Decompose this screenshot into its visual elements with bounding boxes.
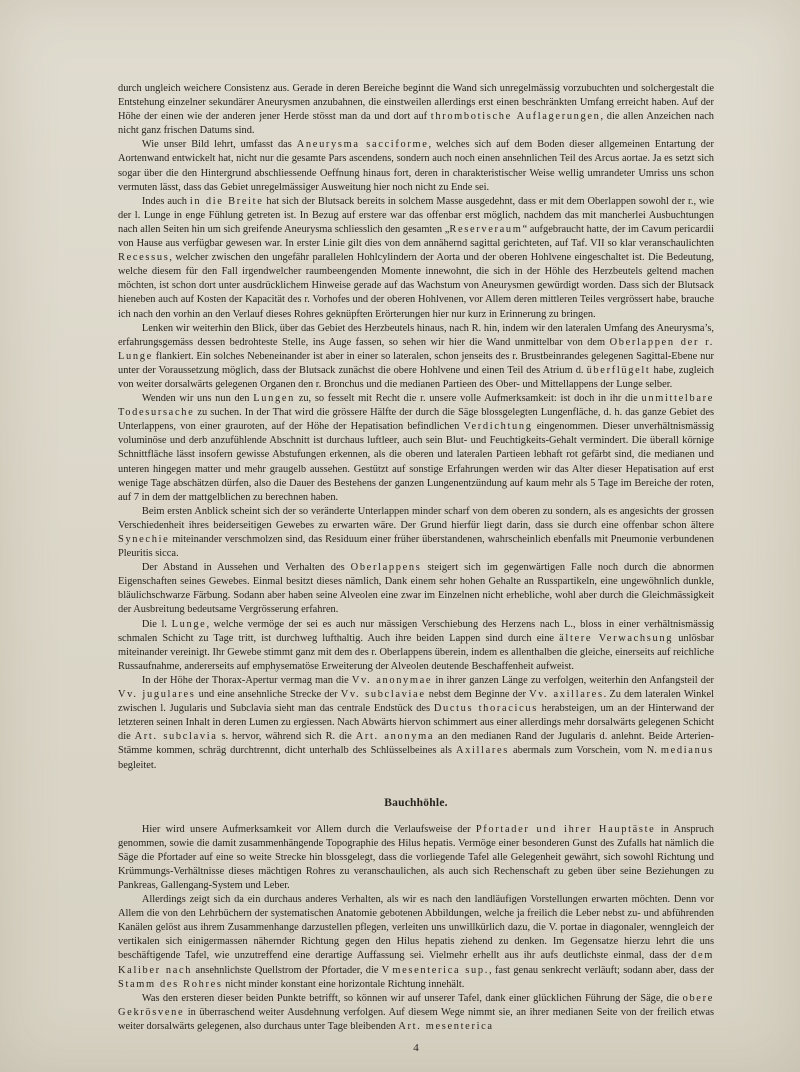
text-run: hat sich der Blutsack bereits in solchem Masse ausgedehnt, dass er mit dem Oberlappen sowohl der r., wie der l. Lunge in enge Fühlung getreten ist. In Bezug auf erstere war das offenbar erst möglich, nachdem das mit mancherlei Ausbuchtungen nach allen Seiten hin um sich greifende Aneurysma schliesslich den gesamten „ bbox=[118, 195, 714, 235]
text-run: begleitet. bbox=[118, 759, 157, 771]
section-thorax-text bbox=[118, 82, 714, 773]
page-number: 4 bbox=[413, 1042, 419, 1054]
spaced-emphasis: Stamm des Rohres bbox=[118, 978, 223, 990]
paragraph bbox=[118, 561, 714, 617]
text-run: , welches sich auf dem Boden dieser allgemeinen Entartung der Aortenwand entwickelt hat, nicht nur die gesamte Pars ascendens, sondern auch noch einen ansehnlichen Teil des Arcus aortae. Ja es setzt sich sogar über die den Hintergrund abschliessende Oeffnung hinaus fort, deren in charakteristischer Weise wellig umrandeter Umriss uns schon vermuten lässt, dass das Gebiet unregelmässiger Ausweitung hier noch nicht zu Ende sei. bbox=[118, 139, 715, 193]
spaced-emphasis: obere Gekrösvene bbox=[118, 992, 714, 1018]
paragraph bbox=[118, 195, 714, 322]
spaced-emphasis: Art. mesenterica bbox=[398, 1020, 494, 1032]
paragraph bbox=[118, 138, 714, 194]
spaced-emphasis: Oberlappens bbox=[350, 562, 422, 574]
text-run: und eine ansehnliche Strecke der bbox=[195, 689, 341, 701]
spaced-emphasis: medianus bbox=[660, 745, 714, 757]
text-run: Die l. bbox=[141, 618, 172, 630]
text-run: “ aufgebraucht hatte, der im Cavum pericardii von Hause aus verfügbar gewesen war. In erster Linie gilt dies von dem annähernd sagittal gerichteten, auf Taf. VII so klar veranschaulichten bbox=[118, 223, 714, 250]
spaced-emphasis: thrombotische Auflagerungen bbox=[430, 111, 601, 123]
paragraph bbox=[118, 674, 714, 773]
paragraph bbox=[118, 505, 714, 561]
text-run: in ihrer ganzen Länge zu verfolgen, weiterhin den Anfangsteil der bbox=[432, 674, 715, 686]
spaced-emphasis: mesenterica sup. bbox=[392, 964, 489, 976]
spaced-emphasis: Aneurysma sacciforme bbox=[296, 139, 429, 151]
spaced-emphasis: unmittelbare Todesursache bbox=[118, 393, 714, 419]
text-run: in überraschend weiter Ausdehnung verfolgen. Auf diesem Wege nimmt sie, an ihrer medianen Seite von der freilich etwas weiter dorsalwärts gelegenen, also durchaus unter Tage bleibenden bbox=[118, 1006, 714, 1032]
text-run: In der Höhe der Thorax-Apertur vermag man die bbox=[141, 674, 352, 686]
text-run: steigert sich im gegenwärtigen Falle noch durch die abnormen Eigenschaften seines Gewebes. Einmal besitzt dieses nämlich, Dank einem sehr hohen Gehalte an Russpartikeln, eine ungewöhnlich dunkle, bläulichschwarze Färbung. Sodann aber haben seine Alveolen eine zwar im Einzelnen nicht erhebliche, wohl aber durch die Gleichmässigkeit der Ausbreitung bedeutsame Vergrösserung erfahren. bbox=[118, 562, 714, 616]
text-run: habe, zugleich von weiter dorsalwärts gelegenen Organen den r. Bronchus und die medianen Partieen des Ober- und Mittellappens der Lunge selber. bbox=[118, 364, 714, 390]
spaced-emphasis: Vv. axillares bbox=[529, 689, 604, 701]
spaced-emphasis: Vv. jugulares bbox=[118, 689, 196, 701]
text-run: miteinander verschmolzen sind, das Residuum einer früher überstandenen, wahrscheinlich ebenfalls mit Pneumonie verbundenen Pleuritis sicca. bbox=[118, 534, 714, 560]
text-run: Was den ersteren dieser beiden Punkte betrifft, so können wir auf unserer Tafel, dank einer glücklichen Führung der Säge, die bbox=[141, 992, 683, 1004]
paragraph bbox=[118, 392, 714, 505]
text-run: zu suchen. In der That wird die grössere Hälfte der durch die Säge blossgelegten Lungenfläche, d. h. das ganze Gebiet des Unterlappens, von einer grauroten, auf der Höhe der Hepatisation befindlichen bbox=[118, 407, 714, 433]
text-run: Beim ersten Anblick scheint sich der so veränderte Unterlappen minder scharf von dem oberen zu sondern, als es angesichts der grossen Verschiedenheit ihres beiderseitigen Gewebes zu erwarten wäre. Der Grund hierfür liegt darin, dass sie durch eine offenbar schon ältere bbox=[118, 505, 714, 531]
text-run: durch ungleich weichere Consistenz aus. Gerade in deren Bereiche beginnt die Wand sich unregelmässig vorzubuchten und solchergestalt die Entstehung einzelner sekundärer Aneurysmen anzubahnen, die einstweilen allerdings erst einen beschränkten Umfang erreicht haben. Auf der Höhe der einen wie der anderen jener Herde stösst man da und dort auf bbox=[118, 83, 714, 123]
spaced-emphasis: Pfortader und ihrer Hauptäste bbox=[475, 823, 656, 835]
text-run: , welche vermöge der sei es auch nur mässigen Verschiebung des Herzens nach L., bloss in einer verhältnismässig schmalen Schicht zu Tage tritt, ist durchweg lufthaltig. Auch ihre beiden Lappen sind durch eine bbox=[118, 618, 714, 644]
spaced-emphasis: Axillares bbox=[455, 745, 510, 757]
paragraph bbox=[118, 82, 714, 138]
text-run: nicht minder konstant eine horizontale Richtung innehält. bbox=[222, 978, 465, 990]
text-run: Der Abstand in Aussehen und Verhalten des bbox=[141, 562, 351, 574]
text-run: unlösbar miteinander vereinigt. Ihr Gewebe stimmt ganz mit dem des r. Oberlappens überein, indem es allenthalben die gleiche, einerseits auf reichliche Russaufnahme, andererseits auf emphysematöse Erweiterung der Alveolen deutende Beschaffenheit aufweist. bbox=[118, 632, 714, 672]
text-run: Indes auch bbox=[141, 195, 190, 207]
text-run: Wenden wir uns nun den bbox=[141, 393, 254, 405]
spaced-emphasis: Vv. subclaviae bbox=[340, 689, 426, 701]
text-run: Hier wird unsere Aufmerksamkeit vor Allem durch die Verlaufsweise der bbox=[141, 823, 476, 835]
text-run: , welcher zwischen den ungefähr parallelen Hohlcylindern der Aorta und der oberen Hohlvene eingeschaltet ist. Die Bedeutung, welche diesem für den Fall irgendwelcher raumbeengenden Momente innewohnt, die sich in der Höhle des Herzbeutels geltend machen möchten, ist schon dort unter ausdrücklichem Hinweise gerade auf das Wachstum von Aneurysmen gewürdigt worden. Dass sich der Blutsack hieneben auch auf Kosten der Kapacität des r. Vorhofes und der oberen Hohlvenen, vor Allem deren mittleren Teiles vergrössert habe, brauche ich nach den vorhin an den Verlauf dieses Rohres geknüpften Erörterungen hier nur kurz in Erinnerung zu bringen. bbox=[118, 252, 714, 320]
text-run: herabsteigen, um an der Hinterwand der letzteren seinen Inhalt in deren Lumen zu ergiessen. Nach Abwärts hiervon schimmert aus einer allerdings mehr dorsalwärts gelegenen Schicht die bbox=[118, 703, 714, 743]
text-run: Lenken wir weiterhin den Blick, über das Gebiet des Herzbeutels hinaus, nach R. hin, indem wir den lateralen Umfang des Aneurysma’s, erfahrungsgemäss dessen bedrohteste Stelle, ins Auge fassen, so sehen wir hier die Wand unmittelbar von dem bbox=[118, 322, 714, 348]
spaced-emphasis: Verdichtung bbox=[463, 421, 533, 433]
text-run: s. hervor, während sich R. die bbox=[217, 731, 356, 743]
spaced-emphasis: Oberlappen der r. Lunge bbox=[118, 336, 714, 362]
spaced-emphasis: überflügelt bbox=[586, 364, 651, 376]
spaced-emphasis: Recessus bbox=[118, 252, 170, 264]
spaced-emphasis: in die Breite bbox=[189, 195, 264, 207]
spaced-emphasis: Synechie bbox=[118, 534, 170, 545]
text-run: ansehnlichste Quellstrom der Pfortader, die V bbox=[192, 964, 393, 976]
paragraph bbox=[118, 992, 714, 1034]
text-run: flankiert. Ein solches Nebeneinander ist aber in einer so lateralen, schon jenseits des r. Brustbeinrandes gelegenen Sagittal-Ebene nur unter der Voraussetzung möglich, dass der Blutsack zunächst die obere Hohlvene und einen Teil des Atrium d. bbox=[118, 350, 714, 376]
paragraph bbox=[118, 618, 714, 674]
section-abdomen-text bbox=[118, 823, 714, 1034]
spaced-emphasis: Ductus thoracicus bbox=[433, 703, 538, 715]
spaced-emphasis: Reserveraum bbox=[449, 223, 523, 235]
spaced-emphasis: Art. anonyma bbox=[355, 731, 435, 743]
text-run: Allerdings zeigt sich da ein durchaus anderes Verhalten, als wir es nach den landläufigen Vorstellungen erwarten möchten. Denn vor Allem die von den Lehrbüchern der systematischen Anatomie gebotenen Abbildungen, welche ja freilich die Leber nebst zu- und abführenden Kanälen gelöst aus ihrem Zusammenhange darzustellen pflegen, verleiten uns unwillkürlich dazu, die V. portae in diagonaler, wenngleich der vertikalen sich einigermassen nähernder Richtung gegen den Hilus hepatis ziehend zu denken. Im Gegensatze hierzu lehrt die uns beschäftigende Tafel, wie unzutreffend eine derartige Auffassung sei. Vielmehr erhellt aus ihr aufs deutlichste einmal, dass der bbox=[118, 894, 714, 962]
text-run: an den medianen Rand der Jugularis d. anlehnt. Beide Arterien-Stämme kommen, schräg durchtrennt, dicht unterhalb des Schlüsselbeines als bbox=[118, 731, 714, 757]
section-heading: Bauchhöhle. bbox=[384, 796, 448, 809]
spaced-emphasis: Art. subclavia bbox=[134, 731, 218, 743]
text-run: eingenommen. Dieser unverhältnismässig voluminöse und derb anzufühlende Abschnitt ist durchaus luftleer, auch sein Blut- und Feuchtigkeits-Gehalt vermindert. Die überall körnige Schnittfläche lässt insofern gewisse Abstufungen erkennen, als die oberen und lateralen Partieen lebhaft rot gefärbt sind, die medianen und unteren hingegen matter und mehr graugelb aussehen. Gestützt auf sonstige Erfahrungen werden wir das Alter dieser Hepatisation auf erst wenige Tage abschätzen dürfen, also die Dauer des Bestehens der ganzen Lungenentzündung auf kaum mehr als 5 Tage im Bereiche der roten, auf 7 in dem der mattgelblichen zu berechnen haben. bbox=[118, 421, 714, 503]
text-run: . Zu dem lateralen Winkel zwischen l. Jugularis und Subclavia sieht man das centrale Endstück des bbox=[118, 689, 714, 715]
paragraph bbox=[118, 322, 714, 392]
spaced-emphasis: dem Kaliber nach bbox=[118, 950, 714, 976]
spaced-emphasis: ältere Verwachsung bbox=[559, 632, 674, 644]
spaced-emphasis: Lungen bbox=[253, 393, 295, 405]
text-run: abermals zum Vorschein, vom N. bbox=[509, 745, 661, 757]
text-run: zu, so fesselt mit Recht die r. unsere volle Aufmerksamkeit: ist doch in ihr die bbox=[294, 393, 642, 405]
spaced-emphasis: Vv. anonymae bbox=[351, 674, 433, 686]
paragraph bbox=[118, 823, 714, 893]
text-run: in Anspruch genommen, sowie die damit zusammenhängende Topographie des Hilus hepatis. Vermöge einer besonderen Gunst des Zufalls hat nämlich die Säge die Pfortader auf eine so weite Strecke hin blossgelegt, dass die vorliegende Tafel alle Gelegenheit gewährt, sich sowohl Richtung und Krümmungs-Verhältnisse dieses mächtigen Rohres zu veranschaulichen, als auch sich Rechenschaft zu geben über seine Beziehungen zu Pankreas, Gallengang-System und Leber. bbox=[118, 823, 714, 891]
paragraph bbox=[118, 893, 714, 992]
text-run: , die allen Anzeichen nach nicht ganz frischen Datums sind. bbox=[118, 111, 714, 137]
text-run: nebst dem Beginne der bbox=[425, 689, 530, 701]
text-run: Wie unser Bild lehrt, umfasst das bbox=[141, 139, 297, 151]
spaced-emphasis: Lunge bbox=[171, 618, 207, 630]
text-run: , fast genau senkrecht verläuft; sodann aber, dass der bbox=[488, 964, 714, 976]
